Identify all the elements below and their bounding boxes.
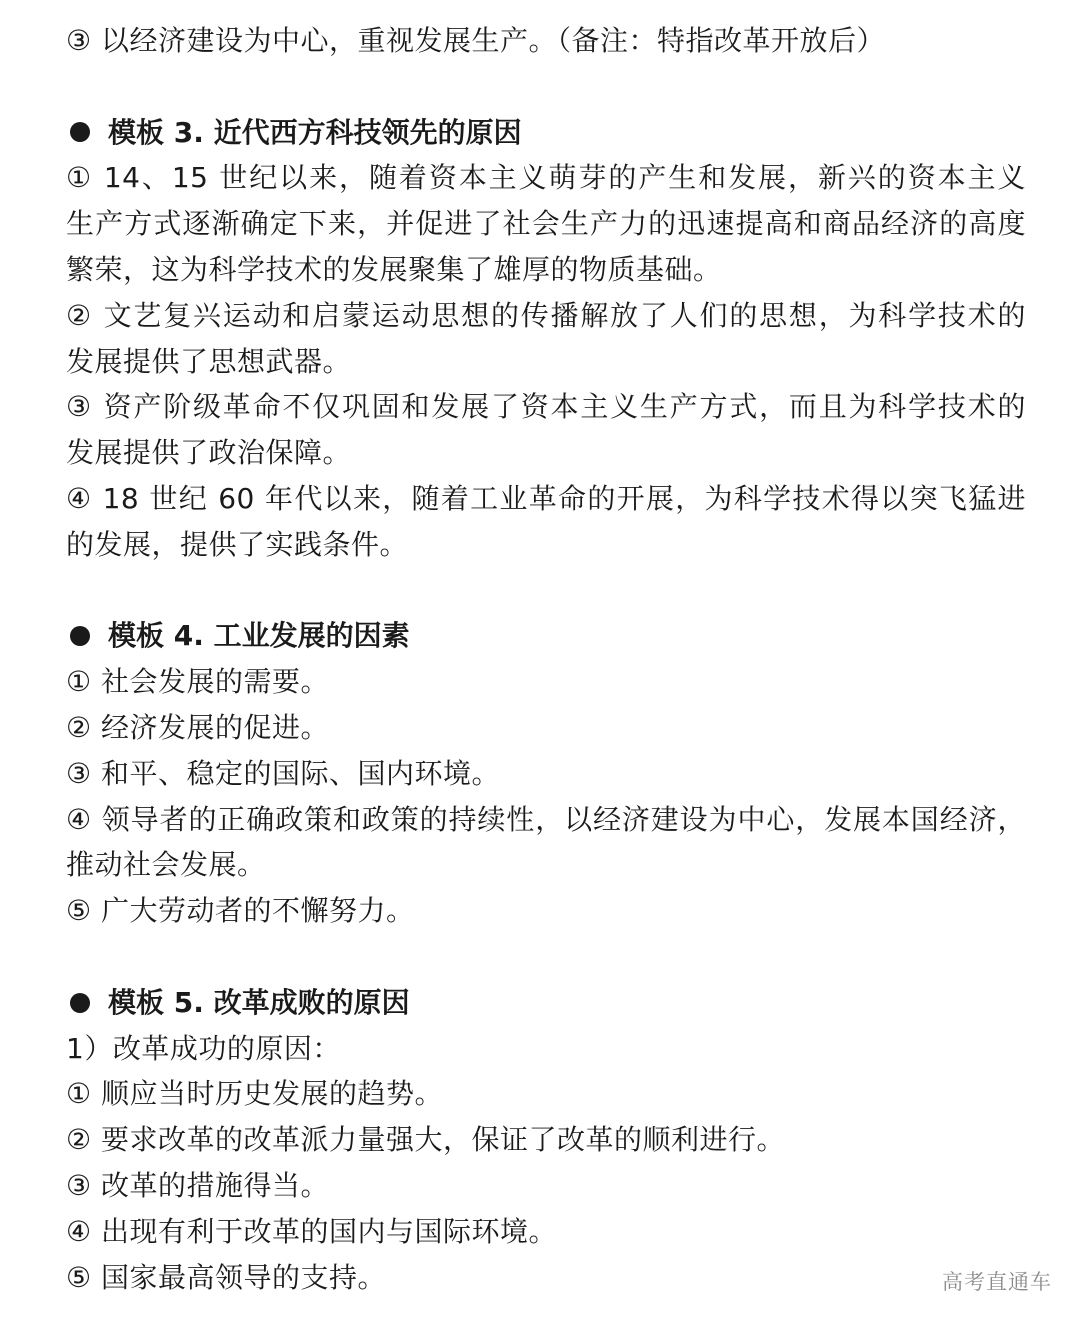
body-line: ③ 和平、稳定的国际、国内环境。 — [66, 756, 501, 790]
body-line: ⑤ 广大劳动者的不懈努力。 — [66, 894, 415, 928]
section-title: 模板 5. 改革成败的原因 — [108, 985, 410, 1019]
section-title: 模板 4. 工业发展的因素 — [108, 619, 410, 653]
bullet-icon — [70, 626, 90, 646]
body-line: 发展提供了思想武器。 — [66, 344, 352, 378]
section-gap — [66, 568, 1026, 614]
section-heading — [66, 110, 1026, 156]
body-line: 生产方式逐渐确定下来，并促进了社会生产力的迅速提高和商品经济的高度 — [66, 207, 1026, 241]
body-line: ① 社会发展的需要。 — [66, 665, 330, 699]
bullet-icon — [70, 993, 90, 1013]
body-line: ① 14、15 世纪以来，随着资本主义萌芽的产生和发展，新兴的资本主义 — [66, 161, 1026, 195]
body-line: ④ 出现有利于改革的国内与国际环境。 — [66, 1214, 558, 1248]
body-line: ④ 领导者的正确政策和政策的持续性，以经济建设为中心，发展本国经济， — [66, 802, 1026, 836]
body-line: 繁荣，这为科学技术的发展聚集了雄厚的物质基础。 — [66, 252, 722, 286]
body-line: ② 要求改革的改革派力量强大，保证了改革的顺利进行。 — [66, 1123, 786, 1157]
body-line: ⑤ 国家最高领导的支持。 — [66, 1260, 387, 1294]
section-gap — [66, 64, 1026, 110]
body-line: 发展提供了政治保障。 — [66, 436, 352, 470]
body-line: ③ 资产阶级革命不仅巩固和发展了资本主义生产方式，而且为科学技术的 — [66, 390, 1026, 424]
body-line: ① 顺应当时历史发展的趋势。 — [66, 1077, 444, 1111]
body-line: 的发展，提供了实践条件。 — [66, 527, 409, 561]
watermark: 高考直通车 — [942, 1270, 1052, 1294]
section-heading — [66, 980, 1026, 1026]
document-body — [66, 18, 1026, 1300]
sub-heading: 1）改革成功的原因： — [66, 1031, 341, 1065]
body-line: 推动社会发展。 — [66, 848, 266, 882]
body-line: ② 文艺复兴运动和启蒙运动思想的传播解放了人们的思想，为科学技术的 — [66, 298, 1026, 332]
body-line: ③ 以经济建设为中心，重视发展生产。（备注：特指改革开放后） — [66, 24, 886, 57]
body-line: ③ 改革的措施得当。 — [66, 1168, 330, 1202]
section-gap — [66, 934, 1026, 980]
section-heading — [66, 613, 1026, 659]
bullet-icon — [70, 122, 90, 142]
body-line: ② 经济发展的促进。 — [66, 710, 330, 744]
body-line: ④ 18 世纪 60 年代以来，随着工业革命的开展，为科学技术得以突飞猛进 — [66, 481, 1026, 515]
section-title: 模板 3. 近代西方科技领先的原因 — [108, 115, 522, 149]
